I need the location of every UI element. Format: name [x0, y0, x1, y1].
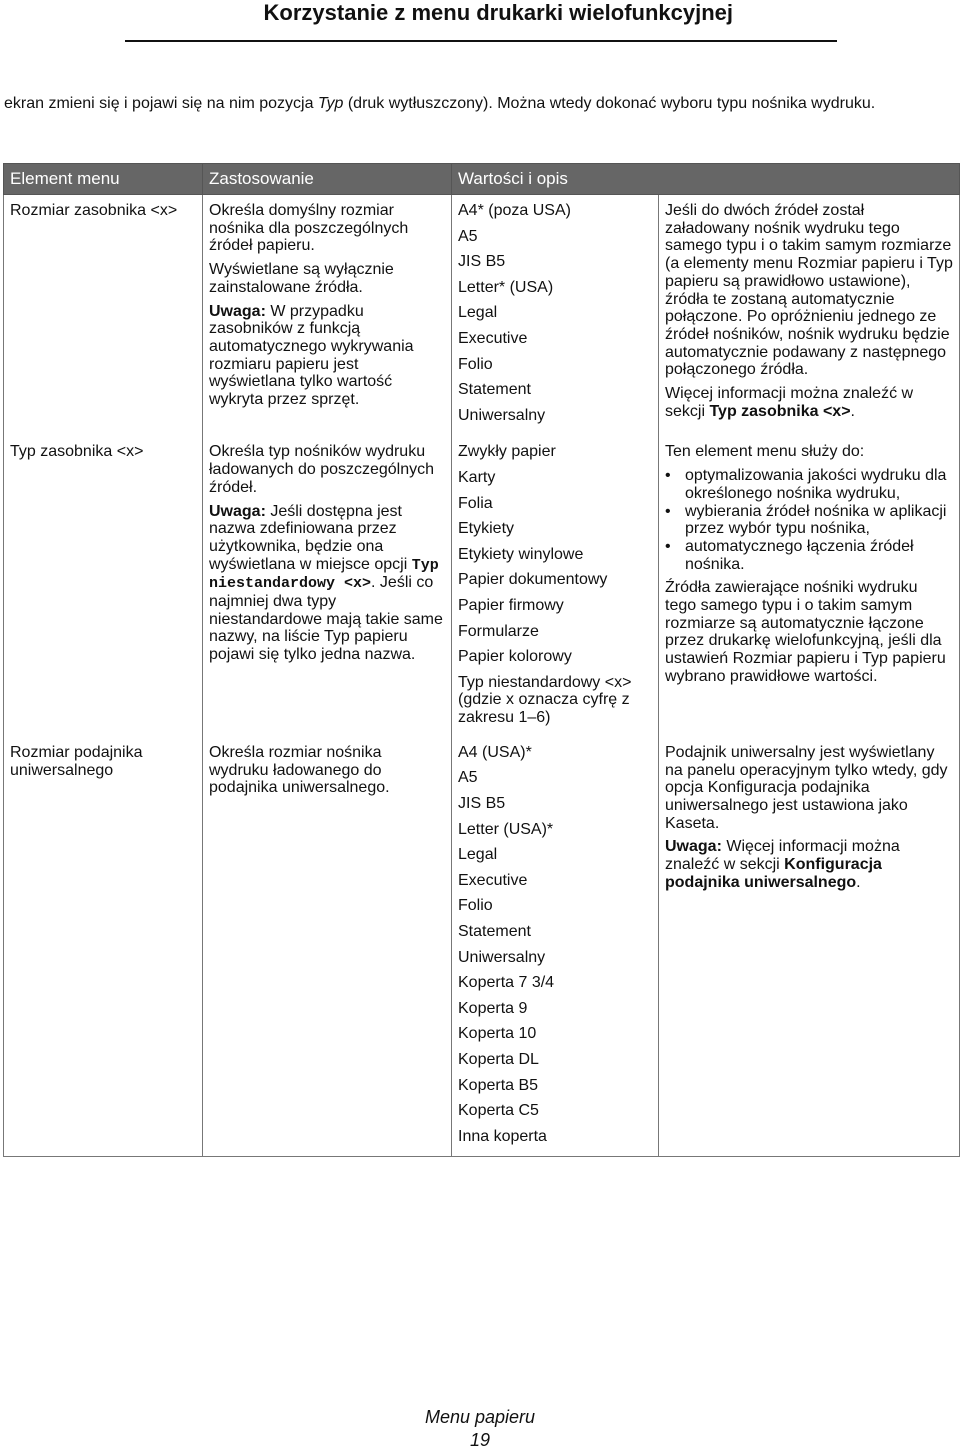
usage-text: Określa typ nośników wydruku ładowanych do poszczególnych źródeł.	[209, 443, 435, 496]
bullet-list	[665, 467, 953, 573]
page-number: 19	[469, 1430, 491, 1450]
cell-usage	[203, 436, 452, 736]
intro-text-end: (druk wytłuszczony). Można wtedy dokonać wyboru typu nośnika wydruku.	[343, 95, 876, 112]
table-row	[4, 737, 960, 1156]
value-item: JIS B5	[458, 795, 506, 813]
intro-paragraph	[4, 95, 954, 113]
value-item: Koperta C5	[458, 1102, 539, 1120]
value-item: Letter (USA)*	[458, 820, 554, 838]
value-item: Zwykły papier	[458, 443, 556, 461]
value-item: Koperta 10	[458, 1025, 537, 1043]
intro-italic: Typ	[317, 95, 344, 112]
value-item: JIS B5	[458, 253, 506, 271]
header-zastosowanie: Zastosowanie	[203, 164, 452, 195]
note-code: Typ niestandardowy <x>	[209, 556, 439, 593]
cell-values	[452, 195, 659, 437]
table-row	[4, 195, 960, 437]
value-item: Folio	[458, 897, 493, 915]
cell-usage	[203, 195, 452, 437]
header-element-menu: Element menu	[4, 164, 203, 195]
value-item: Uniwersalny	[458, 406, 546, 424]
value-item: Etykiety	[458, 520, 515, 538]
values-list	[458, 744, 652, 1146]
description-text: Jeśli do dwóch źródeł został załadowany nośnik wydruku tego samego typu i o takim samym rozmiarze (a elementy menu Rozmiar papieru i Typ papieru są prawidłowo ustawione), źródła te zostaną automatycznie połączone. Po opróżnieniu jednego ze źródeł nośników, nośnik wydruku będzie automatycznie podawany z następnego połączonego źródła.	[665, 202, 953, 379]
page-title: Korzystanie z menu drukarki wielofunkcyjnej	[263, 0, 733, 25]
cross-reference: Konfiguracja podajnika uniwersalnego	[665, 856, 882, 891]
page-header	[125, 0, 837, 42]
description-note	[665, 838, 953, 891]
value-item: Executive	[458, 871, 528, 889]
value-item: Papier dokumentowy	[458, 571, 608, 589]
value-item: Papier firmowy	[458, 597, 564, 614]
menu-table	[3, 163, 960, 1157]
cell-values	[452, 737, 659, 1156]
menu-item-name: Rozmiar podajnika uniwersalnego	[10, 743, 143, 779]
value-item: Statement	[458, 381, 531, 399]
description-text: Podajnik uniwersalny jest wyświetlany na panelu operacyjnym tylko wtedy, gdy opcja Konfiguracja podajnika uniwersalnego jest ustawiona jako Kaseta.	[665, 743, 948, 832]
usage-note	[209, 503, 445, 664]
cell-item	[4, 737, 203, 1156]
values-list	[458, 202, 652, 424]
usage-text: Określa rozmiar nośnika wydruku ładowanego do podajnika uniwersalnego.	[209, 743, 390, 797]
note-text: W przypadku zasobników z funkcją automatycznego wykrywania rozmiaru papieru jest wyświetlana tylko wartość wykryta przez sprzęt.	[209, 302, 414, 409]
value-item: Folio	[458, 355, 493, 373]
table-row	[4, 436, 960, 736]
note-text: Więcej informacji można znaleźć w sekcji	[665, 838, 900, 874]
bullet-item: • automatycznego łączenia źródeł nośnika.	[685, 538, 953, 573]
usage-note	[209, 303, 445, 409]
value-item: Formularze	[458, 622, 539, 640]
footer-section-name: Menu papieru	[424, 1407, 536, 1427]
description-text	[665, 385, 953, 420]
value-item: Executive	[458, 329, 528, 347]
value-item: Legal	[458, 304, 498, 322]
cell-description	[659, 195, 960, 437]
header-wartosci: Wartości i opis	[452, 164, 960, 195]
cell-usage	[203, 737, 452, 1156]
description-text: Ten element menu służy do:	[665, 443, 865, 461]
value-item: A4* (poza USA)	[458, 202, 571, 219]
cell-item	[4, 195, 203, 437]
usage-text: Wyświetlane są wyłącznie zainstalowane źródła.	[209, 261, 394, 296]
intro-text: ekran zmieni się i pojawi się na nim pozycja	[4, 95, 318, 112]
note-text: .	[856, 873, 861, 891]
menu-item-name: Typ zasobnika <x>	[10, 443, 144, 461]
description-fragment: Więcej informacji można znaleźć w sekcji	[665, 385, 914, 420]
description-fragment: .	[850, 402, 855, 420]
bullet-item: • wybierania źródeł nośnika w aplikacji przez wybór typu nośnika,	[685, 503, 953, 538]
cell-values	[452, 436, 659, 736]
value-item: A4 (USA)*	[458, 743, 532, 761]
usage-text: Określa domyślny rozmiar nośnika dla poszczególnych źródeł papieru.	[209, 202, 409, 255]
table-header-row	[4, 164, 960, 195]
value-item: Uniwersalny	[458, 948, 546, 966]
value-item: Legal	[458, 846, 498, 864]
cell-description	[659, 436, 960, 736]
cross-reference: Typ zasobnika <x>	[709, 402, 851, 420]
value-item: A5	[458, 227, 478, 245]
cell-item	[4, 436, 203, 736]
note-text: Jeśli dostępna jest nazwa zdefiniowana przez użytkownika, będzie ona wyświetlana w miejsce opcji	[209, 502, 412, 573]
note-label: Uwaga:	[209, 502, 266, 520]
cell-description	[659, 737, 960, 1156]
value-item: Etykiety winylowe	[458, 545, 584, 563]
value-item: Folia	[458, 494, 493, 512]
value-item: Koperta DL	[458, 1051, 539, 1069]
note-label: Uwaga:	[665, 838, 722, 856]
value-item: Koperta 7 3/4	[458, 974, 555, 992]
values-list	[458, 443, 652, 726]
value-item: Papier kolorowy	[458, 648, 572, 666]
note-text: . Jeśli co najmniej dwa typy niestandardowe mają takie same nazwy, na liście Typ papieru pojawi się tylko jedna nazwa.	[209, 574, 443, 664]
value-item: Letter* (USA)	[458, 278, 554, 296]
value-item: Typ niestandardowy <x> (gdzie x oznacza cyfrę z zakresu 1–6)	[458, 673, 632, 727]
description-text: Źródła zawierające nośniki wydruku tego samego typu i o takim samym rozmiarze są automatycznie łączone przez drukarkę wielofunkcyjną, jeśli dla ustawień Rozmiar papieru i Typ papieru wybrano prawidłowe wartości.	[665, 579, 946, 685]
value-item: A5	[458, 769, 478, 787]
value-item: Karty	[458, 469, 496, 487]
page-footer	[0, 1406, 960, 1452]
value-item: Koperta B5	[458, 1076, 539, 1094]
bullet-item: • optymalizowania jakości wydruku dla określonego nośnika wydruku,	[685, 467, 953, 502]
value-item: Koperta 9	[458, 999, 528, 1017]
value-item: Statement	[458, 923, 531, 941]
value-item: Inna koperta	[458, 1127, 547, 1145]
menu-item-name: Rozmiar zasobnika <x>	[10, 202, 178, 219]
note-label: Uwaga:	[209, 302, 266, 320]
